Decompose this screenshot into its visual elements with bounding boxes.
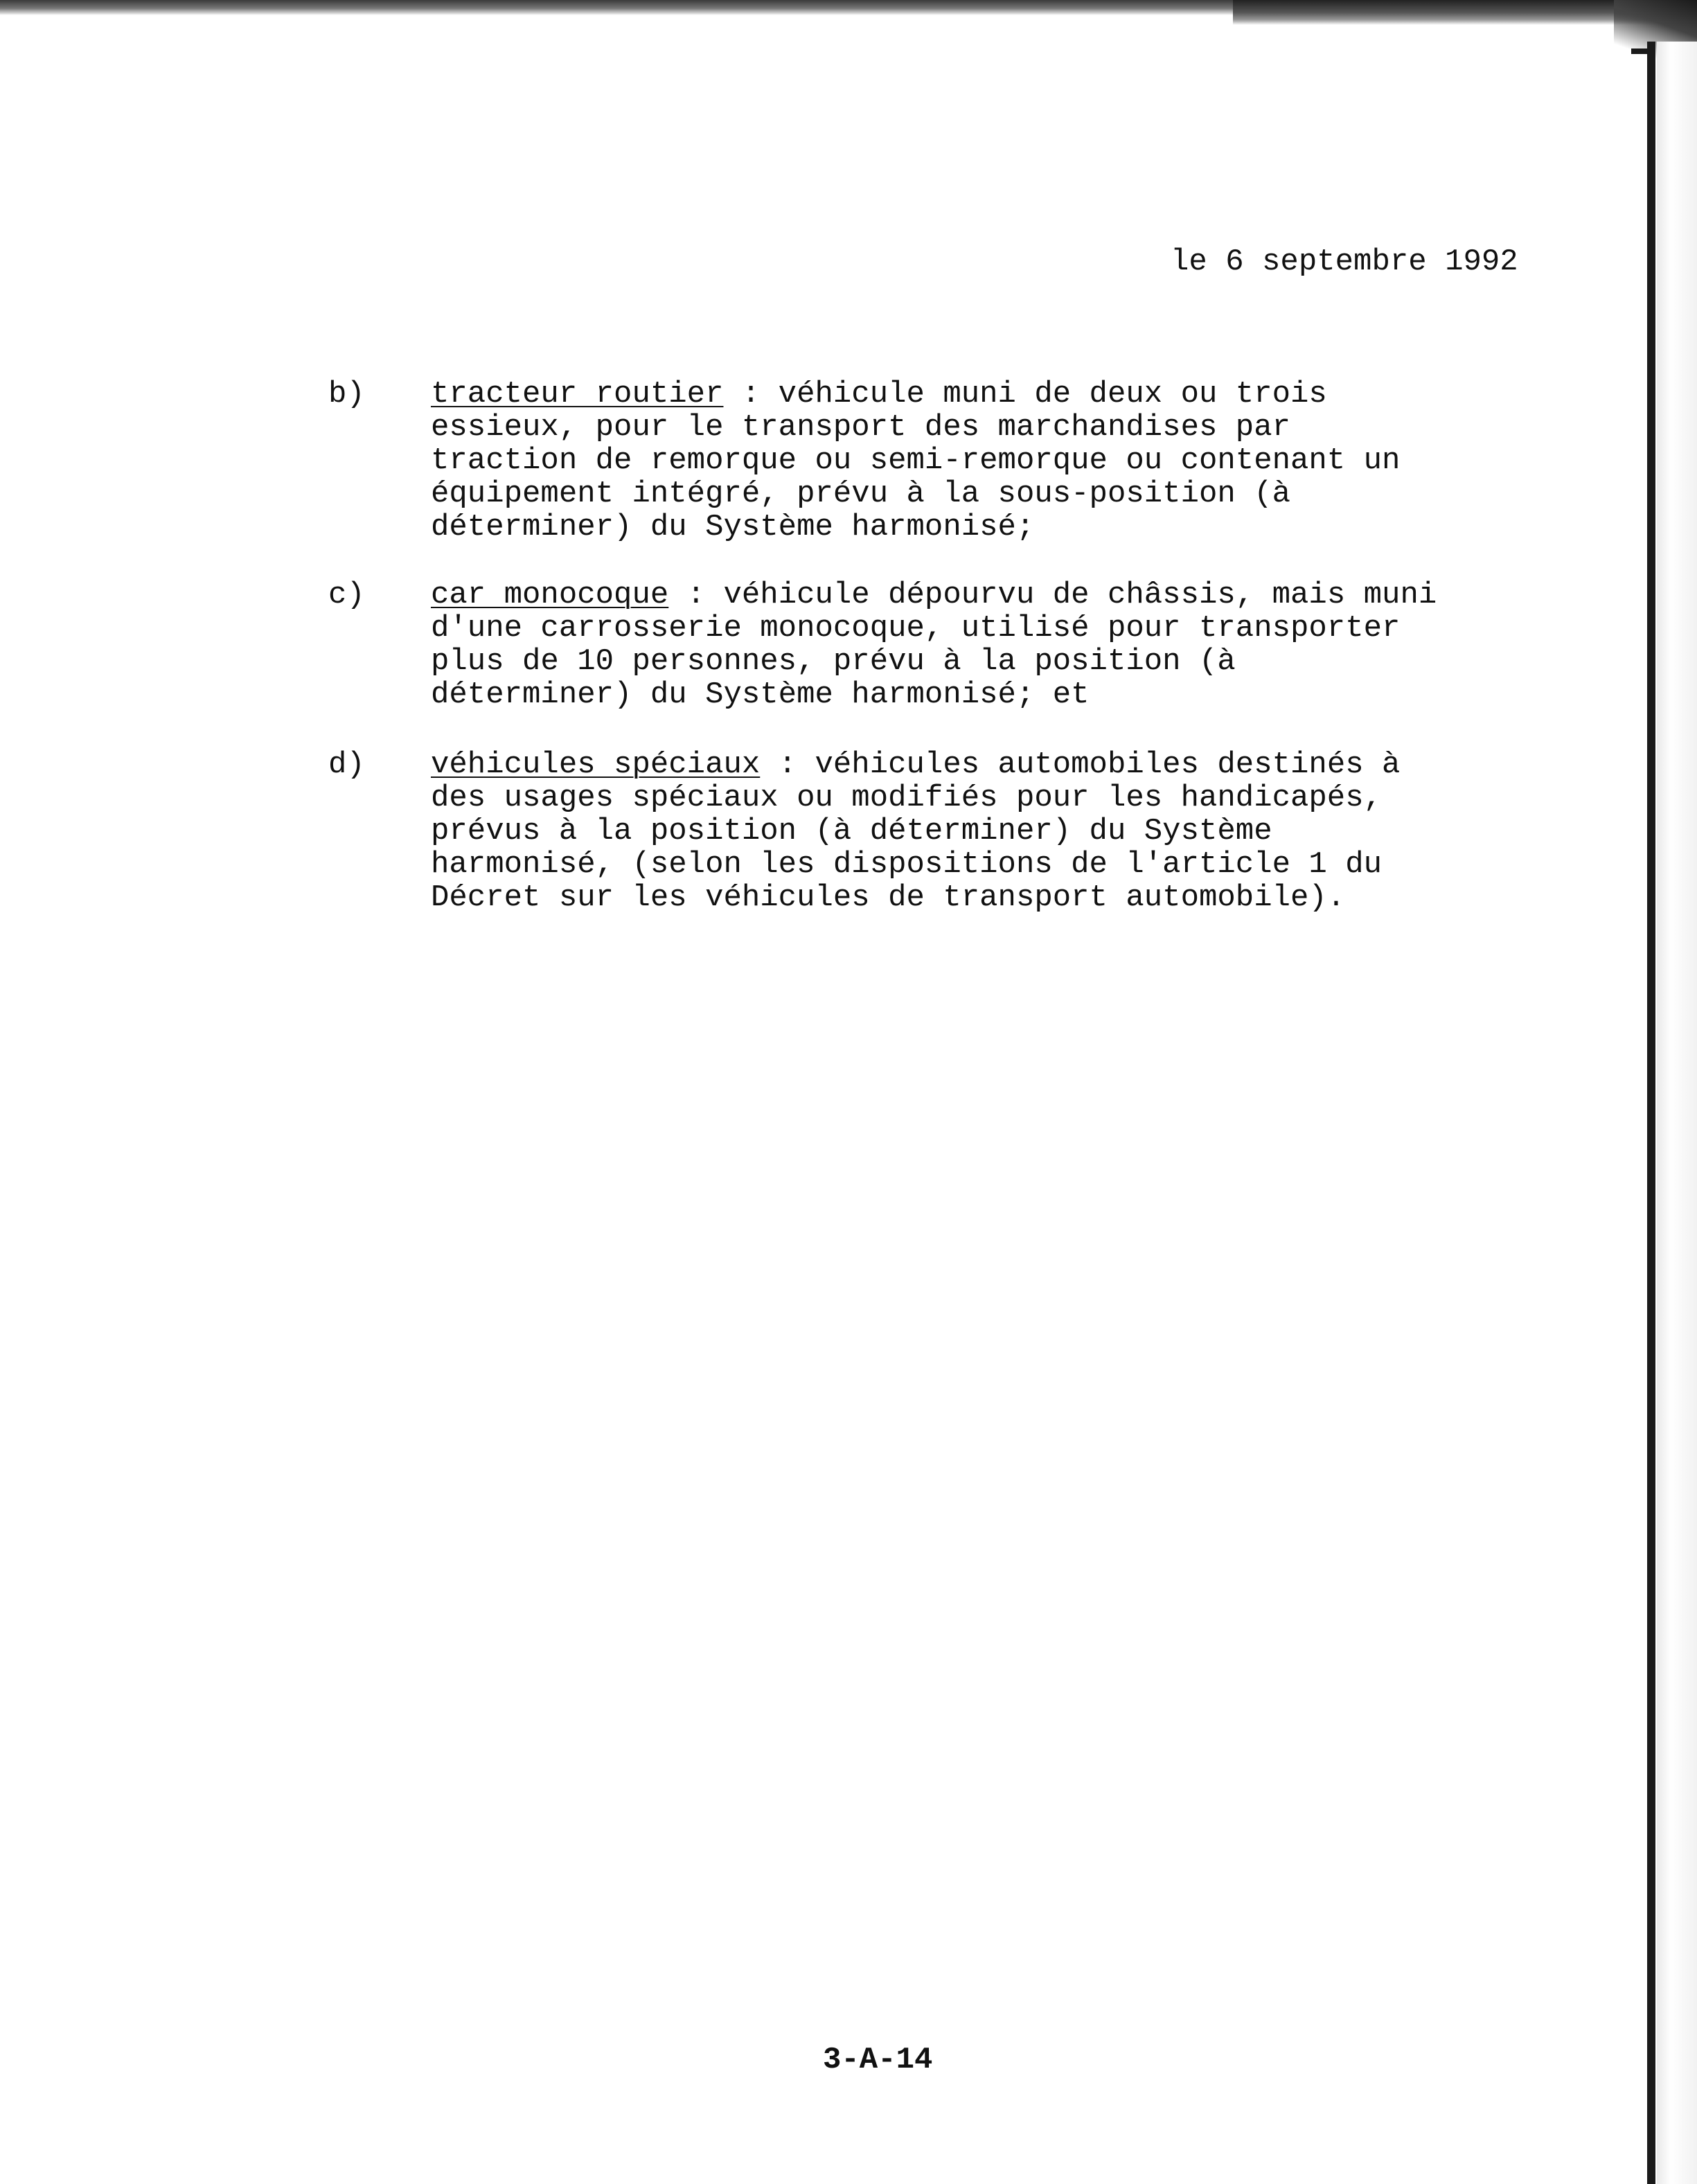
defined-term: tracteur routier — [431, 377, 724, 411]
item-line: traction de remorque ou semi-remorque ou contenant un — [431, 443, 1401, 478]
item-line: prévus à la position (à déterminer) du Système — [431, 814, 1272, 849]
document-date: le 6 septembre 1992 — [1171, 245, 1518, 279]
item-line: harmonisé, (selon les dispositions de l'article 1 du — [431, 847, 1383, 882]
item-line: plus de 10 personnes, prévu à la position (à — [431, 644, 1236, 679]
item-letter: d) — [328, 747, 365, 782]
item-line: d'une carrosserie monocoque, utilisé pour transporter — [431, 611, 1401, 646]
item-letter: b) — [328, 377, 365, 411]
item-body — [431, 378, 1581, 544]
page-number: 3-A-14 — [823, 2043, 933, 2077]
defined-term: car monocoque — [431, 578, 669, 612]
scan-right-border — [1647, 42, 1655, 2184]
item-first-line — [431, 378, 1581, 411]
item-line: équipement intégré, prévu à la sous-position (à — [431, 477, 1291, 511]
item-letter: c) — [328, 578, 365, 612]
item-body — [431, 748, 1581, 914]
item-line: des usages spéciaux ou modifiés pour les handicapés, — [431, 781, 1383, 815]
item-first-line — [431, 578, 1581, 612]
item-line: Décret sur les véhicules de transport automobile). — [431, 880, 1346, 915]
item-first-line-text: : véhicule muni de deux ou trois — [723, 377, 1327, 411]
item-first-line — [431, 748, 1581, 781]
item-line: déterminer) du Système harmonisé; — [431, 510, 1035, 544]
item-body — [431, 578, 1581, 711]
item-first-line-text: : véhicules automobiles destinés à — [760, 747, 1401, 782]
item-line: essieux, pour le transport des marchandises par — [431, 410, 1291, 445]
scan-right-margin — [1657, 42, 1697, 2184]
defined-term: véhicules spéciaux — [431, 747, 761, 782]
item-first-line-text: : véhicule dépourvu de châssis, mais muni — [668, 578, 1437, 612]
item-line: déterminer) du Système harmonisé; et — [431, 677, 1090, 712]
